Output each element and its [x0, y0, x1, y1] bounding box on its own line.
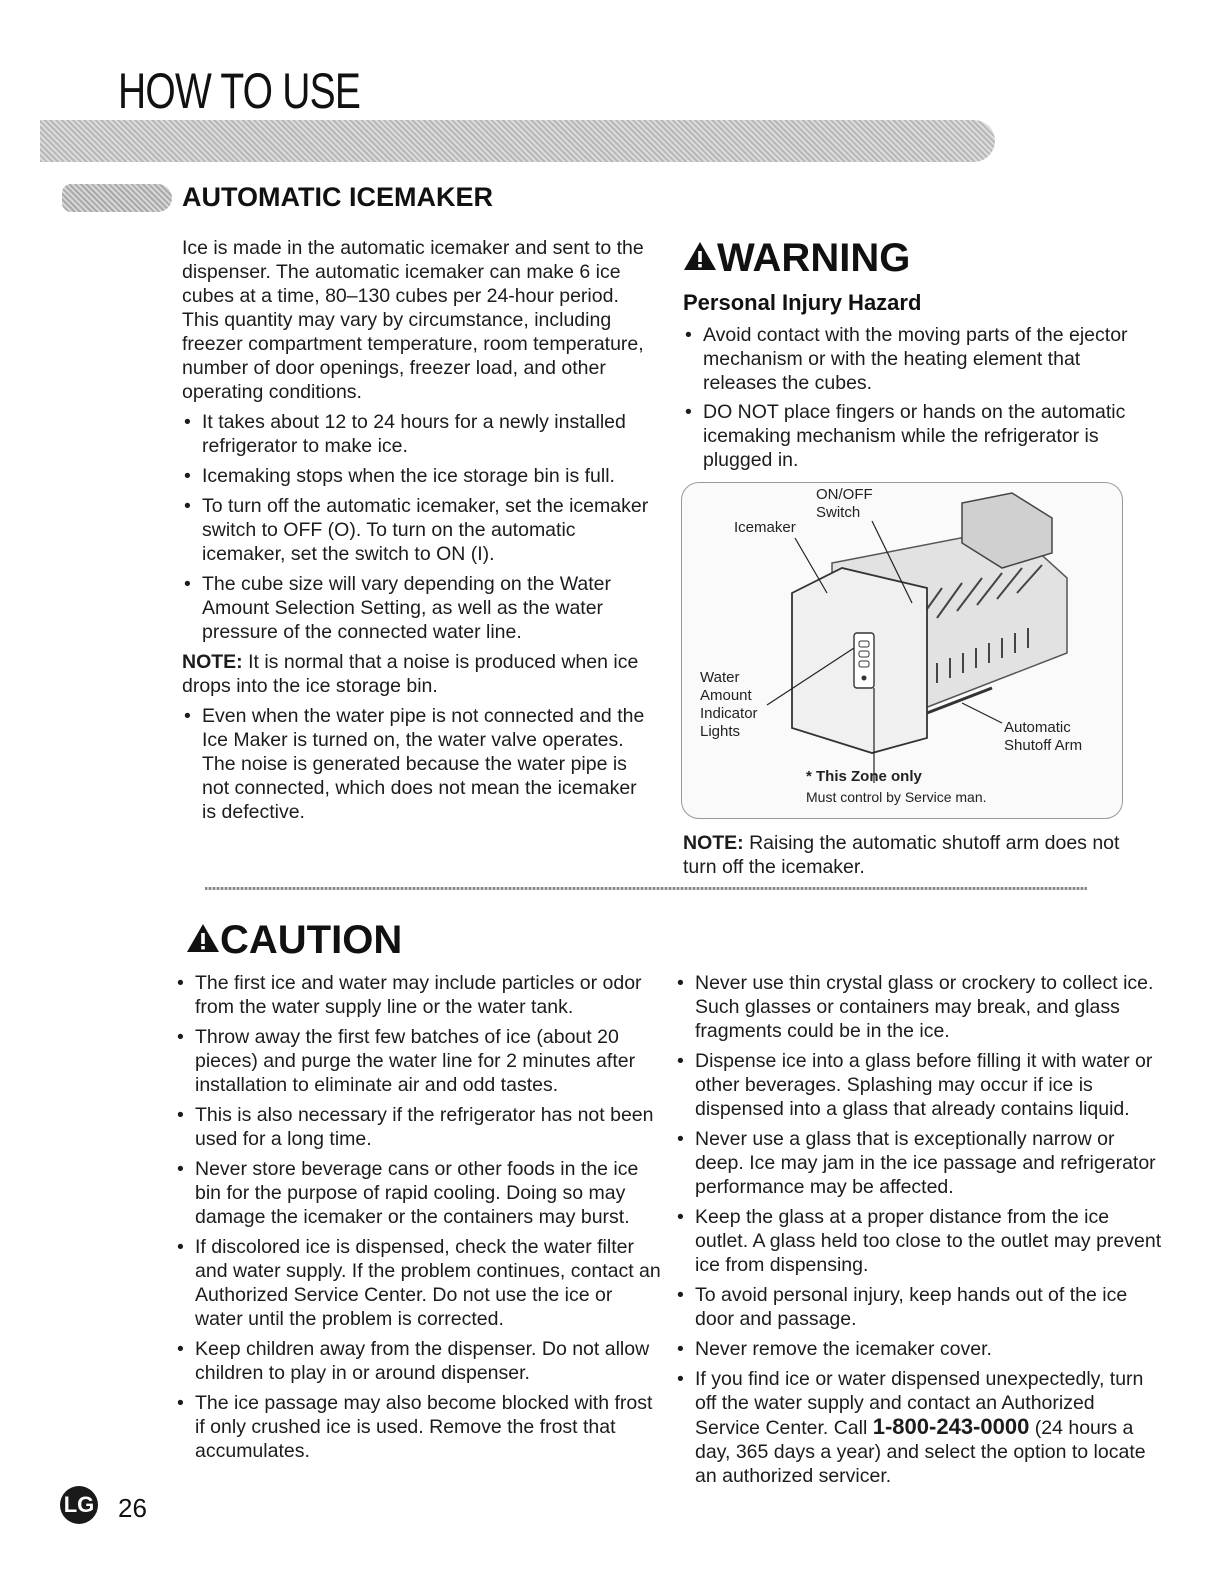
- icemaker-diagram: [681, 482, 1123, 819]
- shutoff-arm-label: Automatic Shutoff Arm: [1004, 719, 1083, 754]
- list-item: • Dispense ice into a glass before filling it with water or other beverages. Splashing may occur if ice is dispensed into a glass that already contains liquid.: [675, 1049, 1165, 1121]
- list-item: • The ice passage may also become blocked with frost if only crushed ice is used. Remove the frost that accumulates.: [175, 1391, 665, 1463]
- list-item: • Throw away the first few batches of ice (about 20 pieces) and purge the water line for 2 minutes after installation to eliminate air and odd tastes.: [175, 1025, 665, 1097]
- on-off-switch-label: ON/OFF Switch: [816, 486, 873, 521]
- call-text: If you find ice or water dispensed unexpectedly, turn off the water supply and contact an Authorized Service Center. Call: [695, 1368, 1144, 1439]
- list-item: • If discolored ice is dispensed, check the water filter and water supply. If the problem continues, contact an Authorized Service Center. Do not use the ice or water until the problem is corrected.: [175, 1235, 665, 1331]
- caution-list-left: [175, 971, 665, 1469]
- caution-heading: [186, 918, 402, 963]
- warning-subheading: Personal Injury Hazard: [683, 290, 922, 315]
- list-item: • The first ice and water may include particles or odor from the water supply line or the water tank.: [175, 971, 665, 1019]
- section-marker: [62, 184, 172, 212]
- page-number: 26: [118, 1493, 147, 1523]
- note-paragraph: [182, 650, 652, 698]
- water-amount-indicator-label: Water Amount Indicator Lights: [700, 669, 758, 740]
- list-item: • Avoid contact with the moving parts of the ejector mechanism or with the heating element that releases the cubes.: [683, 323, 1153, 395]
- list-item: • Keep the glass at a proper distance from the ice outlet. A glass held too close to the outlet may prevent ice from dispensing.: [675, 1205, 1165, 1277]
- list-item: • It takes about 12 to 24 hours for a newly installed refrigerator to make ice.: [182, 410, 652, 458]
- list-item: • Never use a glass that is exceptionally narrow or deep. Ice may jam in the ice passage and refrigerator performance may be affected.: [675, 1127, 1165, 1199]
- list-item: • DO NOT place fingers or hands on the automatic icemaking mechanism while the refrigerator is plugged in.: [683, 400, 1153, 472]
- list-item: [675, 1367, 1165, 1488]
- service-phone-number: 1-800-243-0000: [872, 1414, 1030, 1439]
- list-item: • To turn off the automatic icemaker, set the icemaker switch to OFF (O). To turn on the automatic icemaker, set the switch to ON (I).: [182, 494, 652, 566]
- intro-paragraph: Ice is made in the automatic icemaker and sent to the dispenser. The automatic icemaker can make 6 ice cubes at a time, 80–130 cubes per 24-hour period. This quantity may vary by circumstance, including freezer compartment temperature, room temperature, number of door openings, freezer load, and other operating conditions.: [182, 237, 644, 403]
- note-label: NOTE:: [683, 832, 744, 854]
- warning-heading-text: WARNING: [717, 236, 911, 280]
- icemaker-label: Icemaker: [734, 519, 796, 536]
- list-item: • Never store beverage cans or other foods in the ice bin for the purpose of rapid cooling. Doing so may damage the icemaker or the containers may burst.: [175, 1157, 665, 1229]
- warning-triangle-icon: [186, 923, 220, 953]
- list-item: • Icemaking stops when the ice storage bin is full.: [182, 464, 652, 488]
- list-item: • To avoid personal injury, keep hands out of the ice door and passage.: [675, 1283, 1165, 1331]
- list-item: • Never remove the icemaker cover.: [675, 1337, 1165, 1361]
- list-item: • The cube size will vary depending on the Water Amount Selection Setting, as well as the water pressure of the connected water line.: [182, 572, 652, 644]
- title-banner-bar: [40, 120, 995, 162]
- caution-list-right: [675, 971, 1165, 1494]
- warning-heading: [683, 236, 910, 281]
- warning-list: [683, 323, 1153, 477]
- warning-triangle-icon: [683, 241, 717, 271]
- zone-text: Must control by Service man.: [806, 789, 987, 805]
- note-text: Raising the automatic shutoff arm does not turn off the icemaker.: [683, 832, 1120, 878]
- lg-logo: LG: [60, 1486, 98, 1524]
- list-item: • This is also necessary if the refrigerator has not been used for a long time.: [175, 1103, 665, 1151]
- caution-heading-text: CAUTION: [220, 918, 403, 962]
- icemaker-description: [182, 236, 652, 830]
- list-item: • Never use thin crystal glass or crockery to collect ice. Such glasses or containers may break, and glass fragments could be in the ice.: [675, 971, 1165, 1043]
- shutoff-note: [683, 831, 1153, 879]
- list-item: • Keep children away from the dispenser. Do not allow children to play in or around dispenser.: [175, 1337, 665, 1385]
- note-text: It is normal that a noise is produced when ice drops into the ice storage bin.: [182, 651, 639, 697]
- note-label: NOTE:: [182, 651, 243, 673]
- section-divider: [205, 887, 1087, 890]
- section-title: AUTOMATIC ICEMAKER: [182, 182, 493, 212]
- call-hours-text: (24 hours a day, 365 days a year) and select the option to locate an authorized servicer.: [695, 1417, 1146, 1487]
- page-title: HOW TO USE: [118, 63, 361, 119]
- zone-title: * This Zone only: [806, 768, 922, 785]
- list-item: • Even when the water pipe is not connected and the Ice Maker is turned on, the water valve operates. The noise is generated because the water pipe is not connected, which does not mean the icemaker is defective.: [182, 704, 652, 824]
